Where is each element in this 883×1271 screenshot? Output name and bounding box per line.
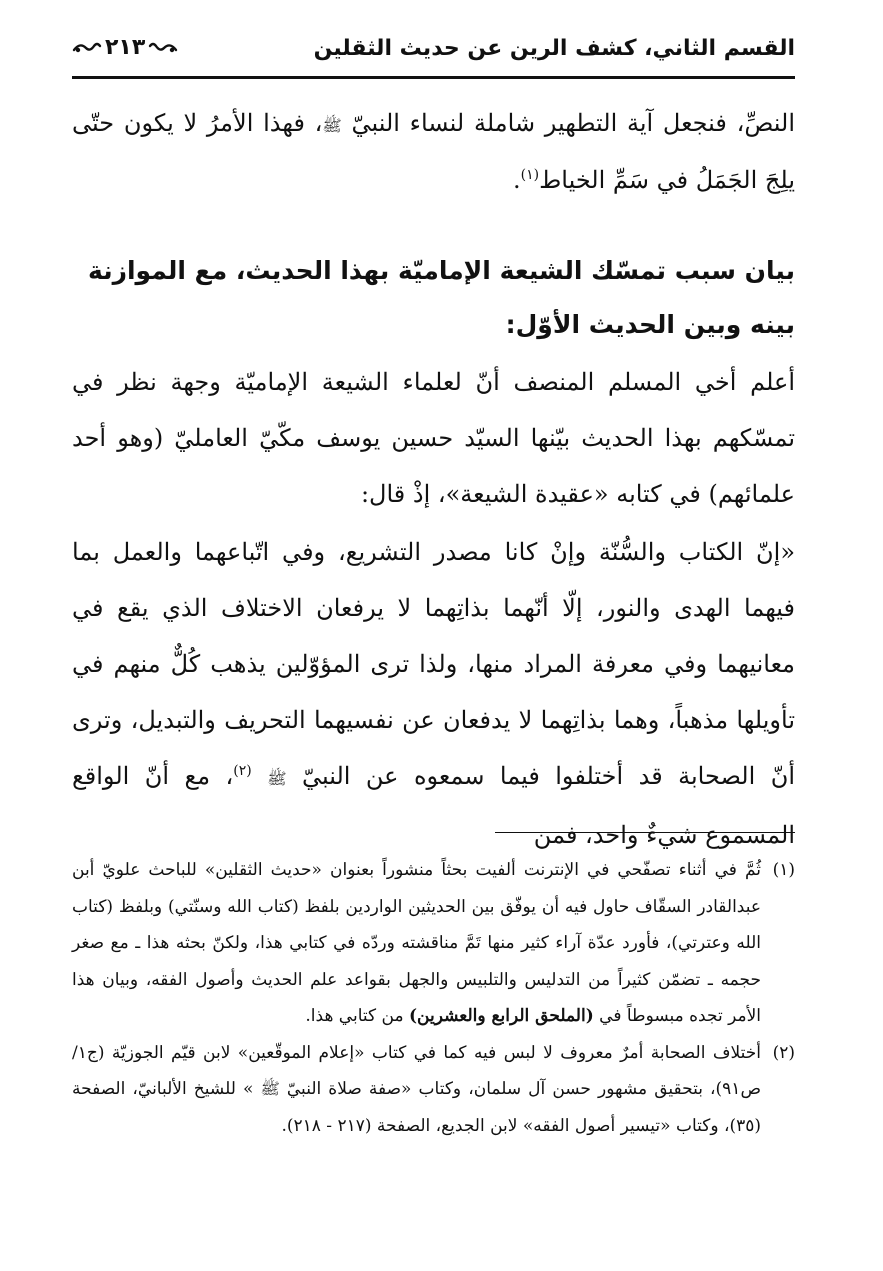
paragraph1-text-a: النصِّ، فنجعل آية التطهير شاملة لنساء النبيّ — [351, 109, 795, 137]
footnote-ref-1[interactable]: (١) — [520, 167, 540, 183]
footnote-2-text-a: أختلاف الصحابة أمرٌ معروف لا لبس فيه كما في كتاب «إعلام الموقّعين» لابن قيّم الجوزيّة (ج١/ ص٩١)، بتحقيق مشهور حسن آل سلمان، وكتاب «صفة صلاة النبيّ — [72, 1042, 761, 1099]
running-header — [72, 30, 795, 79]
footnote-number: (٢) — [772, 1042, 795, 1063]
footnotes — [72, 852, 795, 1144]
footnote-1-bold-ref: (الملحق الرابع والعشرين) — [408, 1006, 594, 1026]
paragraph1-text-b: ، فهذا الأمرُ لا يكون حتّى يلِجَ الجَمَلُ في سَمِّ الخياط — [72, 109, 795, 194]
footnote-separator — [495, 832, 795, 833]
paragraph3-text-a: «إنّ الكتاب والسُّنّة وإنْ كانا مصدر التشريع، وفي اتّباعهما والعمل بما فيهما الهدى والنور، إلّا أنّهما بذاتِهما لا يرفعان الاختلاف الذي يقع في معانيهما وفي معرفة المراد منها، ولذا ترى المؤوّلين يذهب كُلٌّ منهم في تأويلها مذهباً، وهما بذاتِهما لا يدفعان عن نفسيهما التحريف والتبديل، وترى أنّ الصحابة قد أختلفوا فيما سمعوه عن النبيّ — [72, 538, 795, 790]
honorific-symbol: ﷺ — [260, 1079, 280, 1098]
paragraph-intro: أعلم أخي المسلم المنصف أنّ لعلماء الشيعة الإماميّة وجهة نظر في تمسّكهم بهذا الحديث بيّنها السيّد حسين يوسف مكّيّ العامليّ (وهو أحد علمائهم) في كتابه «عقيدة الشيعة»، إذْ قال: — [72, 368, 796, 508]
footnote-ref-2[interactable]: (٢) — [233, 763, 252, 779]
footnote-1 — [72, 852, 795, 1035]
paragraph3-text-b: ، مع أنّ الواقع المسموع شيءٌ واحد، فمن — [72, 762, 795, 849]
header-title: القسم الثاني، كشف الرين عن حديث الثقلين — [313, 36, 795, 61]
section-heading: بيان سبب تمسّك الشيعة الإماميّة بهذا الحديث، مع الموازنة بينه وبين الحديث الأوّل: — [88, 256, 795, 339]
paragraph-continuation — [72, 96, 795, 207]
footnote-1-text-b: من كتابي هذا. — [305, 1006, 404, 1026]
footnote-2-text-b: » للشيخ الألبانيّ، الصفحة (٣٥)، وكتاب «تيسير أصول الفقه» لابن الجديع، الصفحة (٢١٧ - ٢١٨). — [72, 1079, 761, 1136]
paragraph-quote — [72, 524, 795, 863]
footnote-2 — [72, 1035, 795, 1145]
paragraph1-text-c: . — [512, 166, 521, 194]
page-number: ٢١٣ — [105, 34, 146, 60]
right-ornament-icon — [148, 40, 178, 54]
honorific-symbol: ﷺ — [267, 769, 287, 788]
page-number-group — [72, 32, 178, 62]
footnote-number: (١) — [772, 860, 795, 880]
footnote-1-text-a: ثُمَّ في أثناء تصفّحي في الإنترنت ألفيت بحثاً منشوراً بعنوان «حديث الثقلين» للباحث علويّ أبن عبدالقادر السقّاف حاول فيه أن يوفّق بين الحديثين الواردين بلفظ (كتاب الله وسنّتي) وبلفظ (كتاب الله وعترتي)، فأورد عدّة آراء كثير منها تَمَّ مناقشته وردّه في كتابي هذا، ولكنّ بحثه هذا ـ مع صغر حجمه ـ تضمّن كثيراً من التدليس والتلبيس والجهل بقواعد علم الحديث وأصول الفقه، وبيان هذا الأمر تجده مبسوطاً في — [72, 860, 761, 1026]
honorific-symbol: ﷺ — [322, 116, 342, 135]
left-ornament-icon — [72, 40, 102, 54]
